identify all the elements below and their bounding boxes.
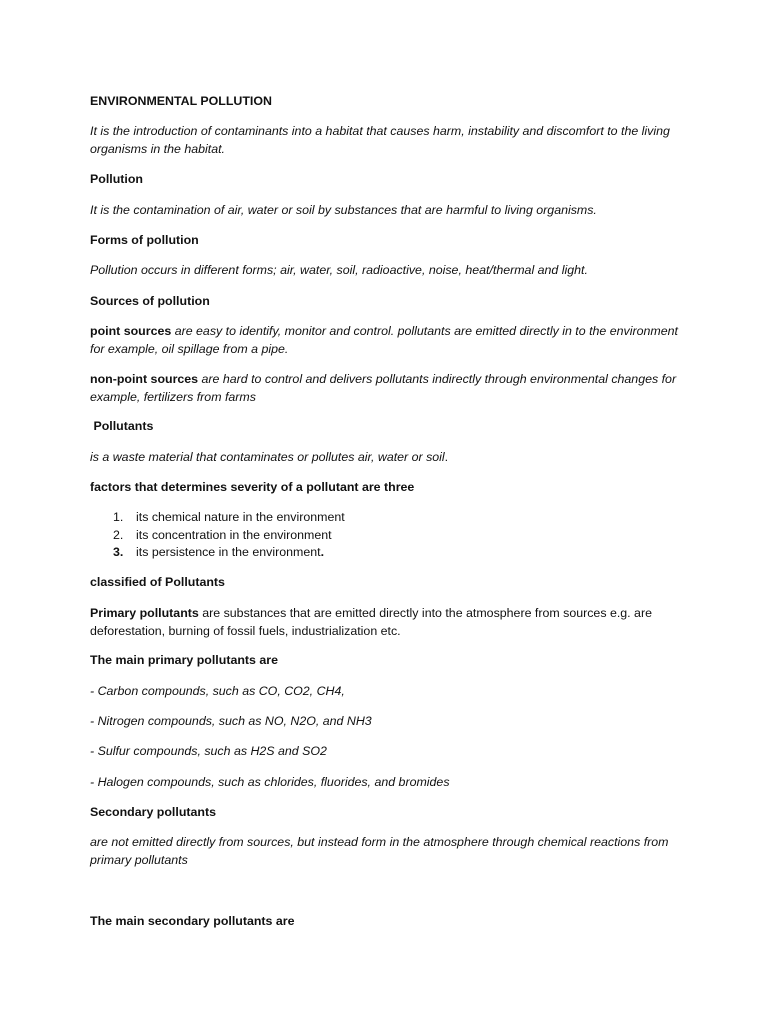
forms-heading: Forms of pollution <box>90 233 199 247</box>
list-item <box>90 544 680 562</box>
primary-list-item: - Sulfur compounds, such as H2S and SO2 <box>90 744 327 758</box>
document-title: ENVIRONMENTAL POLLUTION <box>90 94 272 108</box>
list-number: 2. <box>113 528 124 542</box>
list-number: 1. <box>113 510 124 524</box>
pollution-heading: Pollution <box>90 172 143 186</box>
factor-text: its persistence in the environment <box>136 545 321 559</box>
secondary-heading: Secondary pollutants <box>90 805 216 819</box>
nonpoint-sources-term: non-point sources <box>90 372 199 386</box>
factor-text: its chemical nature in the environment <box>136 510 345 524</box>
primary-pollutants-text: are substances that are emitted directly into the atmosphere from sources e.g. are deforestation, burning of fossil fuels, industrialization etc. <box>90 606 652 638</box>
point-sources-text: are easy to identify, monitor and control. pollutants are emitted directly in to the environment for example, oil spillage from a pipe. <box>90 324 678 356</box>
list-item-text <box>136 509 345 527</box>
forms-text: Pollution occurs in different forms; air, water, soil, radioactive, noise, heat/thermal and light. <box>90 263 588 277</box>
factors-heading: factors that determines severity of a pollutant are three <box>90 480 415 494</box>
primary-list-item: - Carbon compounds, such as CO, CO2, CH4, <box>90 684 345 698</box>
list-number: 3. <box>113 545 124 559</box>
factor-text: its concentration in the environment <box>136 528 332 542</box>
pollutants-definition-text: is a waste material that contaminates or pollutes air, water or soil <box>90 450 445 464</box>
main-primary-heading: The main primary pollutants are <box>90 653 278 667</box>
pollution-definition: It is the contamination of air, water or soil by substances that are harmful to living organisms. <box>90 203 597 217</box>
primary-list-item: - Halogen compounds, such as chlorides, fluorides, and bromides <box>90 775 450 789</box>
point-sources-paragraph <box>90 323 680 358</box>
list-item <box>90 527 680 545</box>
pollutants-definition-period: . <box>444 450 449 464</box>
intro-paragraph: It is the introduction of contaminants into a habitat that causes harm, instability and discomfort to the living organisms in the habitat. <box>90 124 670 156</box>
primary-list-item: - Nitrogen compounds, such as NO, N2O, and NH3 <box>90 714 372 728</box>
primary-pollutants-term: Primary pollutants <box>90 606 199 620</box>
primary-pollutants-paragraph <box>90 605 680 640</box>
sources-heading: Sources of pollution <box>90 294 210 308</box>
list-item-text <box>136 544 324 562</box>
nonpoint-sources-text: are hard to control and delivers pollutants indirectly through environmental changes for example, fertilizers from farms <box>90 372 677 404</box>
list-item <box>90 509 680 527</box>
pollutants-definition <box>90 449 680 467</box>
pollutants-heading: Pollutants <box>90 419 154 433</box>
list-item-text <box>136 527 332 545</box>
secondary-definition: are not emitted directly from sources, but instead form in the atmosphere through chemical reactions from primary pollutants <box>90 835 669 867</box>
factor-end: . <box>320 545 325 559</box>
main-secondary-heading: The main secondary pollutants are <box>90 914 295 928</box>
classified-heading: classified of Pollutants <box>90 575 225 589</box>
point-sources-term: point sources <box>90 324 172 338</box>
nonpoint-sources-paragraph <box>90 371 680 406</box>
